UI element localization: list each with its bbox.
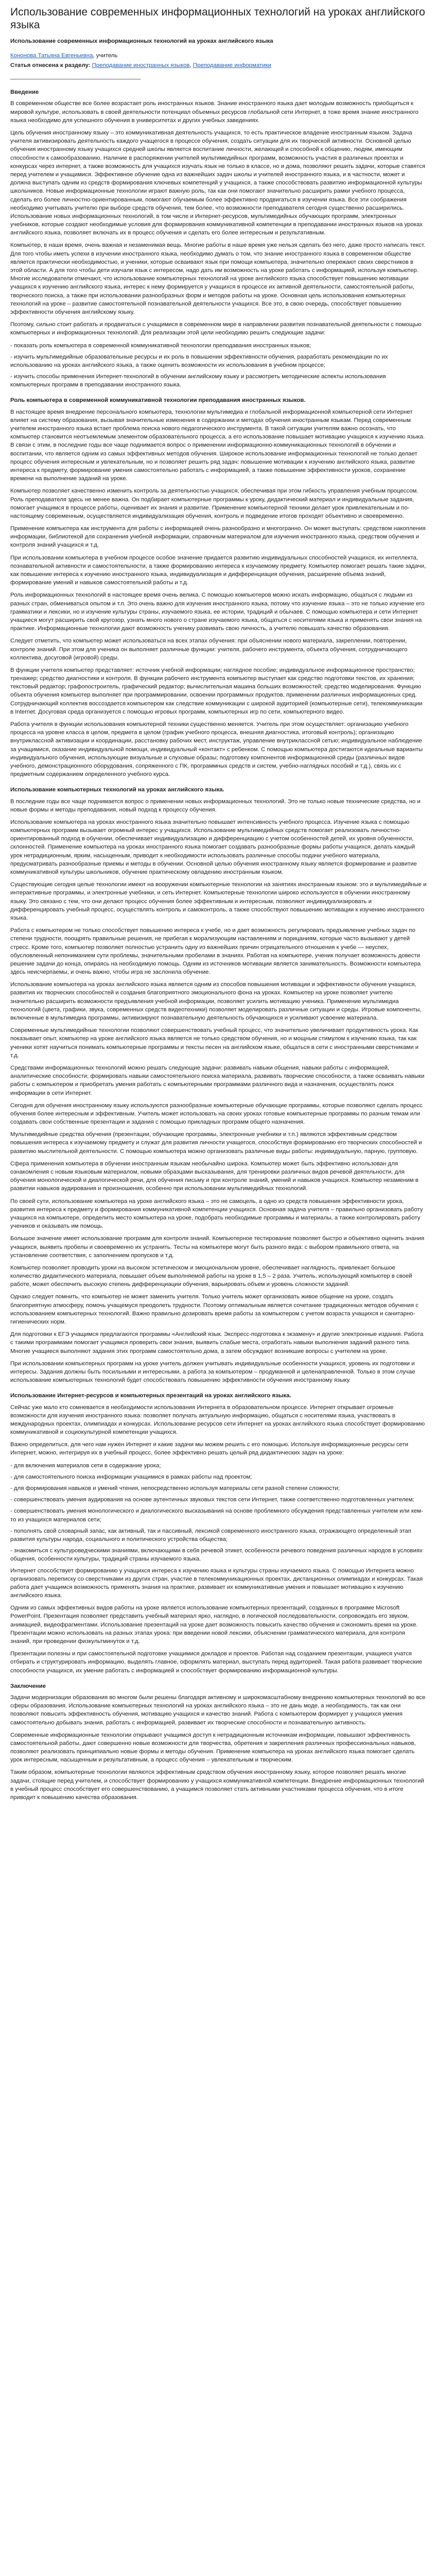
section-heading: Заключение <box>10 1683 46 1689</box>
paragraph: Сфера применения компьютера в обучении иностранным языкам необычайно широка. Компьютер может быть эффективно использован для ознакомления с новым языковым материалом, новыми образцами высказывания, для тренировки различных видов речевой деятельности, для обучения монологической и диалогической речи, для обучения письму и при контроле знаний, умений и навыков учащихся. Компьютер незаменим в развитии навыков аудирования и произношения, особенно при использовании мультимедийных технологий. <box>10 1160 418 1192</box>
paragraph: Интернет способствует формированию у учащихся интереса к изучению языка и культуры страны изучаемого языка. С помощью Интернета можно организовать переписку со сверстниками из других стран, участие в телекоммуникационных проектах, дистанционных олимпиадах и конкурсах. Такая работа дает учащимся возможность применять знания на практике, развивает их коммуникативные умения и повышает мотивацию к изучению английского языка. <box>10 1567 423 1599</box>
section-line <box>10 61 427 70</box>
paragraph: В настоящее время внедрение персонального компьютера, технологии мультимедиа и глобальной информационной компьютерной сети Интернет влияет на систему образования, вызывая значительные изменения в содержании и методах обучения иностранным языкам. Перед современным учителем иностранного языка встает проблема поиска нового педагогического инструмента. В такой ситуации учителям важно осознать, что компьютер становится неотъемлемым элементом образовательного процесса, а его использование повышает мотивацию учащихся к изучению языка. В связи с этим, в последние годы все чаще поднимается вопрос о применении информационно-коммуникационных технологий в обучении и воспитании, что является одним из самых эффективных методов обучения. Широкое использование информационных технологий не только делает процесс обучения интересным и увлекательным, но и позволяет решить ряд задач: повышение мотивации к изучению английского языка, развитие интереса к предмету, формирование умения самостоятельно работать с информацией, а также повышение эффективности уроков, сохранение времени на выполнение заданий на уроке. <box>10 409 425 482</box>
section-heading: Введение <box>10 89 39 96</box>
paragraph: По своей сути, использование компьютера на уроке английского языка – это не самоцель, а одно из средств повышения эффективности урока, развития интереса к предмету и формирования коммуникативной компетенции учащихся. Основная задача учителя – правильно организовать работу учащихся на компьютере, определить место компьютера на уроке, подобрать необходимые программы и материалы, а также контролировать работу учеников и оказывать им помощь. <box>10 1198 423 1230</box>
paragraph: Компьютер позволяет проводить уроки на высоком эстетическом и эмоциональном уровне, обеспечивает наглядность, привлекает большое количество дидактического материала, повышает объем выполняемой работы на уроке в 1,5 – 2 раза. Учитель, использующий компьютер в своей работе, может обеспечить высокую степень дифференциации обучения, варьировать объем и уровень сложности заданий. <box>10 1264 412 1288</box>
article-title: Использование современных информационных технологий на уроках английского языка <box>10 6 425 31</box>
section-heading: Использование компьютерных технологий на уроках английского языка. <box>10 787 224 793</box>
list-item: - показать роль компьютера в современной коммуникативной технологии преподавания иностранных языков; <box>10 342 311 349</box>
list-item: - изучить мультимедийные образовательные ресурсы и их роль в повышении эффективности обучения, разработать рекомендации по их использованию на уроках английского языка, а также оценить возможности их использования в учебном процессе; <box>10 353 388 368</box>
paragraph: В функции учителя компьютер представляет: источник учебной информации; наглядное пособие; индивидуальное информационное пространство; тренажер; средство диагностики и контроля. В функции рабочего инструмента компьютер выступает как средство подготовки текстов, их хранения; текстовый редактор; графопостроитель, графический редактор; вычислительная машина больших возможностей; средство моделирования. Функцию объекта обучения компьютер выполняет при программировании, освоении программных продуктов, применении различных информационных сред. Сотрудничающий коллектив воссоздается компьютером как следствие коммуникации с широкой аудиторией (компьютерные сети), телекоммуникации в Internet. Досуговая среда организуется с помощью игровых программ, компьютерных игр по сети, компьютерного видео. <box>10 667 423 715</box>
paragraph: Компьютер, в наши время, очень важная и незаменимая вещь. Многие работы в наше время уже нельзя сделать без него, даже просто написать текст. Для того чтобы иметь успехи в изучении иностранного языка, необходимо думать о том, что знание иностранного языка в современном обществе является практически необходимостью, и ученики, которые осваивают язык при помощи компьютера, значительно опережают своих сверстников в этой области. А для того чтобы дети изучали язык с интересом, надо дать им возможность на уроке работать с информацией, используя компьютер. Многие исследователи отмечают, что использование компьютерных технологий на уроке английского языка способствует повышению мотивации учащихся к изучению английского языка, интерес к нему формируется у учащихся в процессе их активной деятельности, самостоятельной работы, творческого поиска, а также при использовании разнообразных форм и методов работы на уроке. Основная цель использования компьютерных технологий на уроке – развитие самостоятельной познавательной деятельности учащихся. Все это, в свою очередь, способствует повышению эффективности обучения английскому языку. <box>10 242 425 315</box>
paragraph: Одним из самых эффективных видов работы на уроке является использование компьютерных презентаций, созданных в программе Microsoft PowerPoint. Презентация позволяет представить учебный материал ярко, наглядно, в логической последовательности, сопровождать его звуком, анимацией, видеофрагментами. Использование презентаций на уроке дает возможность повысить качество обучения и сэкономить время на уроке. Презентации можно использовать на разных этапах урока: при введении новой лексики, объяснении грамматического материала, для контроля знаний, при проведении физкультминуток и т.д. <box>10 1605 418 1645</box>
list-item: - пополнять свой словарный запас, как активный, так и пассивный, лексикой современного иностранного языка, отражающего определенный этап развития культуры народа, социального и политического устройства общества; <box>10 1528 411 1543</box>
list-item: - для самостоятельного поиска информации учащимися в рамках работы над проектом; <box>10 1473 252 1480</box>
list-item: - совершенствовать умения монологического и диалогического высказывания на основе проблемного обсуждения представленных учителем или кем-то из учащихся материалов сети; <box>10 1508 423 1523</box>
paragraph: Сегодня для обучения иностранному языку используются разнообразные компьютерные обучающие программы, которые позволяют сделать процесс обучения более интересным и эффективным. Учитель может использовать на своих уроках готовые компьютерные программы по разным темам или создавать свои собственные презентации и задания с помощью прикладных программ общего назначения. <box>10 1102 423 1126</box>
paragraph: Применение компьютера как инструмента для работы с информацией очень разнообразно и многогранно. Он может выступать: средством накопления информации, библиотекой для сохранения учебной информации, справочным материалом для изучения иностранного языка, средством обучения и контроля знаний учащихся и т.д. <box>10 526 426 549</box>
paragraph: Важно определиться, для чего нам нужен Интернет и какие задачи мы можем решить с его помощью. Используя информационные ресурсы сети Интернет, можно, интегрируя их в учебный процесс, более эффективно решать целый ряд дидактических задач на уроке: <box>10 1442 408 1456</box>
paragraph: Использование компьютера на уроках английского языка является одним из способов повышения мотивации и эффективности обучения учащихся, развития их творческих способностей и создания благоприятного эмоционального фона на уроках. Компьютер на уроке позволяет учителю значительно расширить возможности предъявления учебной информации, позволяет усилить мотивацию ученика. Применение мультимедиа технологий (цвета, графики, звука, современных средств видеотехники) позволяет моделировать различные ситуации и среды. Игровые компоненты, включенные в мультимедиа программы, активизируют познавательную деятельность обучающихся и усиливают усвоение материала. <box>10 981 422 1022</box>
divider: ________________________________________ <box>10 74 141 80</box>
paragraph: Роль информационных технологий в настоящее время очень велика. С помощью компьютеров можно искать информацию, общаться с людьми из разных стран, обмениваться опытом и т.п. Это очень важно для изучения иностранного языка, потому что изучение языка – это не только изучение его грамматики и лексики, но и изучение культуры страны, изучаемого языка, ее истории, традиций и обычаев. С помощью компьютера и сети Интернет учащиеся могут расширить свой кругозор, узнать много нового о стране изучаемого языка, общаться с носителями языка и применять свои знания на практике. Информационные технологии дают возможность ученику развивать свою личность, а учителю повышать качество образования. <box>10 592 425 632</box>
paragraph: В последние годы все чаще поднимается вопрос о применении новых информационных технологий. Это не только новые технические средства, но и новые формы и методы преподавания, новый подход к процессу обучения. <box>10 798 421 813</box>
list-item: - знакомиться с культуроведческими знаниями, включающими в себя речевой этикет, особенности речевого поведения различных народов в условиях общения, особенности культуры, традиций страны изучаемого языка. <box>10 1548 423 1563</box>
paragraph: Мультимедийные средства обучения (презентации, обучающие программы, электронные учебники и т.п.) являются эффективным средством повышения интереса к изучаемому предмету и служат для развития личности учащегося, способствуя формированию его творческих способностей и развитию мыслительной деятельности. С помощью компьютера можно организовать различные виды работы: индивидуальную, парную, групповую. <box>10 1131 422 1155</box>
paragraph: Для подготовки к ЕГЭ учащимся предлагаются программы «Английский язык. Экспресс-подготовка к экзамену» и другие электронные издания. Работа с такими программами помогает учащимся проверить свои знания, выявить слабые места, отработать навыки выполнения заданий разного типа. Многие учащиеся выполняют задания этих программ самостоятельно дома, а затем обсуждают возникшие вопросы с учителем на уроке. <box>10 1331 424 1354</box>
paragraph: Цель обучения иностранному языку – это коммуникативная деятельность учащихся, то есть практическое владение иностранным языком. Задача учителя активизировать деятельность каждого учащегося в процессе обучения, создать ситуации для их творческой активности. Основной целью обучения иностранному языку учащихся средней школы является воспитание личности, желающей и способной к общению, людям, имеющим способности к самообразованию. Наличие в распоряжении учителей мультимедийных программ, возможность участия в различных проектах и конкурсах через интернет, а также возможность для учащихся изучать язык не только в классе, но и дома, позволяют решить задачи, которые ставятся перед учителем и учащимися. Эффективное обучение одна из важнейших задач школы и учителей иностранного языка, и в частности, может и должна выступать одним из средств формирования ключевых компетенций у учащихся, а также способствовать развитию информационной культуры школьников. Новые информационные технологии играют важную роль, так как они помогают значительно расширить рамки учебного процесса, сделать его более личностно-ориентированным, помогают обучаемым более эффективно продвигаться в изучении языка. Все эти соображения необходимо учитывать учителю при выборе средств обучения, тем более, что возможности преподавателя сегодня существенно расширились. Использование новых информационных технологий, в том числе и Интернет-ресурсов, мультимедийных обучающих программ, электронных учебников, которые создают необходимые условия для формирования коммуникативной компетенции в преподавании иностранных языков на уроках английского языка, позволяет включать их в процесс обучения и сделать его более интересным и результативным. <box>10 130 426 236</box>
paragraph: Следует отметить, что компьютер может использоваться на всех этапах обучения: при объяснении нового материала, закреплении, повторении, контроле знаний. При этом для ученика он выполняет различные функции: учителя, рабочего инструмента, объекта обучения, сотрудничающего коллектива, досуговой (игровой) среды. <box>10 638 408 661</box>
section-label: Статья отнесена к разделу: <box>10 62 91 69</box>
paragraph: Сейчас уже мало кто сомневается в необходимости использования Интернета в образовательном процессе. Интернет открывает огромные возможности для изучения иностранного языка: позволяет получать актуальную информацию, общаться с носителями языка, участвовать в международных проектах, олимпиадах и конкурсах. Использование ресурсов сети Интернет на уроках английского языка способствует формированию коммуникативной и социокультурной компетенции учащихся. <box>10 1404 425 1436</box>
paragraph: Таким образом, компьютерные технологии являются эффективным средством обучения иностранному языку, которое позволяет решать многие задачи, стоящие перед учителем, и способствует формированию у учащихся коммуникативной компетенции. Внедрение информационных технологий в учебный процесс способствует его совершенствованию, а учащимся позволяет стать активными участниками процесса обучения, что в итоге приводит к повышению качества образования. <box>10 1769 424 1801</box>
author-line <box>10 52 427 60</box>
list-item: - для формирования навыков и умений чтения, непосредственно используя материалы сети разной степени сложности; <box>10 1485 340 1492</box>
article-body <box>10 88 427 1802</box>
paragraph: Задачи модернизации образования во многом были решены благодаря активному и широкомасштабному внедрению компьютерных технологий во все сферы образования. Использование компьютерных технологий на уроках английского языка – это не дань моде, а необходимость, так как они позволяют повысить эффективность обучения, мотивацию учащихся и качество знаний. Работа с компьютером формирует у учащихся умения самостоятельно добывать знания, работать с информацией, развивает их творческие способности и познавательную активность. <box>10 1694 426 1726</box>
paragraph: Большое значение имеет использование программ для контроля знаний. Компьютерное тестирование позволяет быстро и объективно оценить знания учащихся, выявить пробелы и своевременно их устранить. Тесты на компьютере могут быть разного вида: с выбором правильного ответа, на установление соответствия, с заполнением пропусков и т.д. <box>10 1235 425 1259</box>
section-heading: Использование Интернет-ресурсов и компьютерных презентаций на уроках английского языка. <box>10 1393 291 1399</box>
paragraph: Современные информационные технологии открывают учащимся доступ к нетрадиционным источникам информации, повышают эффективность самостоятельной работы, дают совершенно новые возможности для творчества, обретения и закрепления различных профессиональных навыков, позволяют реализовать принципиально новые формы и методы обучения. Применение компьютера на уроках английского языка помогает сделать урок интересным, насыщенным и результативным, а процесс обучения – увлекательным и творческим. <box>10 1732 416 1764</box>
paragraph: Существующие сегодня целые технологии имеют на вооружении компьютерные технологии на занятиях иностранным языком: это и мультимедийные и интерактивные программы, и электронные учебники, и сеть Интернет. Компьютерные технологии широко используются в обучении иностранному языку. Это связано с тем, что они делают процесс обучения более эффективным и интересным, позволяют индивидуализировать и дифференцировать учебный процесс, осуществлять контроль и самоконтроль, а также способствуют повышению мотивации к изучению иностранного языка. <box>10 882 427 921</box>
list-item: - для включения материалов сети в содержание урока; <box>10 1462 161 1469</box>
paragraph: Средствами информационных технологий можно решать следующие задачи: развивать навыки общения, навыки работы с информацией, аналитические способности; формировать навыки самостоятельного поиска материала, развивать творческие способности, а также осваивать навыки работы с компьютером и приобретать умения работать с компьютерными программами различного вида и назначения, осуществлять поиск информации в сети Интернет. <box>10 1064 425 1096</box>
paragraph: При использовании компьютера в учебном процессе особое значение придается развитию индивидуальных способностей учащихся, их интеллекта, познавательной активности и самостоятельности, а также формированию интереса к изучаемому предмету. Компьютер помогает решать такие задачи, как повышение интереса к изучению иностранного языка, индивидуализация и дифференциация обучения, расширение объема знаний, формирование умений и навыков самостоятельной работы и т.д. <box>10 554 426 586</box>
paragraph: Работа учителя в функции использования компьютерной техники существенно меняется. Учитель при этом осуществляет: организацию учебного процесса на уровне класса в целом, предмета в целом (график учебного процесса, внешняя диагностика, итоговый контроль); организацию внутриклассной активизации и координации, расстановку рабочих мест, инструктаж, управление внутриклассной сетью; индивидуальное наблюдение за учащимися, оказание индивидуальной помощи, индивидуальный «контакт» с ребенком. С помощью компьютера достигаются идеальные варианты индивидуального обучения, использующие визуальные и слуховые образы; подготовку компонентов информационной среды (различных видов учебного, демонстрационного оборудования, сопряженного с ПК, программных средств и систем, учебно-наглядных пособий и т.д.), связь их с предметным содержанием определенного учебного курса. <box>10 721 423 778</box>
article-lead: Использование современных информационных технологий на уроках английского языка <box>10 38 273 44</box>
paragraph: Современные мультимедийные технологии позволяют совершенствовать учебный процесс, что значительно увеличивает продуктивность урока. Как показывает опыт, компьютер на уроке английского языка является не только средством обучения, но и мощным стимулом к изучению языка, так как ученики хотят научиться понимать компьютерные программы и тексты песен на английском языке, общаться в сети с иностранными сверстниками и т.д. <box>10 1027 418 1059</box>
paragraph: Поэтому, сильно стоит работать и продвигаться с учащимися в современном мире в направлении развития познавательной деятельности с помощью компьютерных и информационных технологий. Для реализации этой цели необходимо решить следующие задачи: <box>10 321 422 336</box>
section-link-informatics[interactable]: Преподавание информатики <box>193 62 271 69</box>
list-item: - изучить способы применения Интернет-технологий в обучении английскому языку и рассмотреть методические аспекты использования компьютерных программ в преподавании иностранного языка. <box>10 374 386 388</box>
section-link-languages[interactable]: Преподавание иностранных языков <box>92 62 190 69</box>
paragraph: Компьютер позволяет качественно изменить контроль за деятельностью учащихся, обеспечивая при этом гибкость управления учебным процессом. Роль преподавателя здесь не менее важна. Он подбирает компьютерные программы к уроку, дидактический материал и индивидуальные задания, помогает учащимся в процессе работы, оценивает их знания и развитие. Применение компьютерной техники делает урок привлекательным и по-настоящему современным, осуществляется индивидуализация обучения, контроль и подведение итогов проходят объективно и своевременно. <box>10 488 418 519</box>
section-heading: Роль компьютера в современной коммуникативной технологии преподавания иностранных языков. <box>10 397 306 404</box>
paragraph: В современном обществе все более возрастает роль иностранных языков. Знание иностранного языка дает молодым возможность приобщиться к мировой культуре, использовать в своей деятельности потенциал объемных ресурсов глобальной сети Интернет, в тоже время знание иностранного языка необходимо для успешного обучения в университетах и других учебных заведениях. <box>10 100 418 124</box>
paragraph: При использовании компьютерных программ на уроке учитель должен учитывать индивидуальные особенности учащихся, уровень их подготовки и интересы. Задания должны быть посильными и интересными, а работа за компьютером – продуманной и целенаправленной. Только в этом случае использование компьютерных технологий будет способствовать повышению эффективности обучения иностранному языку. <box>10 1360 415 1384</box>
list-item: - совершенствовать умения аудирования на основе аутентичных звуковых текстов сети Интернет, также соответственно подготовленных учителем; <box>10 1497 414 1503</box>
section-separator: , <box>189 62 193 69</box>
paragraph: Работа с компьютером не только способствует повышению интереса к учебе, но и дает возможность регулировать предъявление учебных задач по степени трудности, поощрять правильные решения, не прибегая к морализующим наставлениям и порицаниям, которые часто вызывают у детей стресс. Кроме того, компьютер позволяет полностью устранить одну из важнейших причин отрицательного отношения к учебе — неуспех, обусловленный непониманием сути проблемы, значительными пробелами в знаниях. Работая на компьютере, ученик получает возможность довести решение задачи до конца, опираясь на необходимую помощь. Одним из источников мотивации является занимательность. Возможности компьютера здесь неисчерпаемы, и очень важно, чтобы игра не заслонила обучение. <box>10 927 421 976</box>
paragraph: Использование компьютера на уроках иностранного языка значительно повышает интенсивность учебного процесса. Изучение языка с помощью компьютерных программ вызывает огромный интерес у учащихся. Использование мультимедийных средств помогает реализовать личностно-ориентированный подход в обучении, обеспечивает индивидуализацию и дифференциацию с учетом особенностей детей, их уровня обученности, склонностей. Применение компьютера на уроках иностранного языка помогает создавать разнообразные формы работы учащихся, делать каждый урок нетрадиционным, ярким, насыщенным, приводит к необходимости использовать различные способы подачи учебного материала, предусматривать разнообразные приемы и методы в обучении. Основной целью обучения иностранному языку является формирование и развитие коммуникативной культуры школьников, обучение практическому овладению иностранным языком. <box>10 819 417 876</box>
paragraph: Однако следует помнить, что компьютер не может заменить учителя. Только учитель может организовать живое общение на уроке, создать благоприятную атмосферу, помочь учащемуся преодолеть трудности. Поэтому оптимальным является сочетание традиционных методов обучения с использованием компьютерных технологий. Важно правильно дозировать время работы за компьютером с учетом возраста учащихся и санитарно-гигиенических норм. <box>10 1294 418 1326</box>
author-role: , учитель <box>93 52 118 59</box>
paragraph: Презентации полезны и при самостоятельной подготовке учащимися докладов и проектов. Работая над созданием презентации, учащиеся учатся отбирать и структурировать информацию, выделять главное, оформлять материал, выступать перед аудиторией. Такая работа развивает творческие способности учащихся, их умение работать с информацией и способствует формированию информационной культуры. <box>10 1651 422 1674</box>
author-link[interactable]: Кононова Татьяна Евгеньевна <box>10 52 93 59</box>
